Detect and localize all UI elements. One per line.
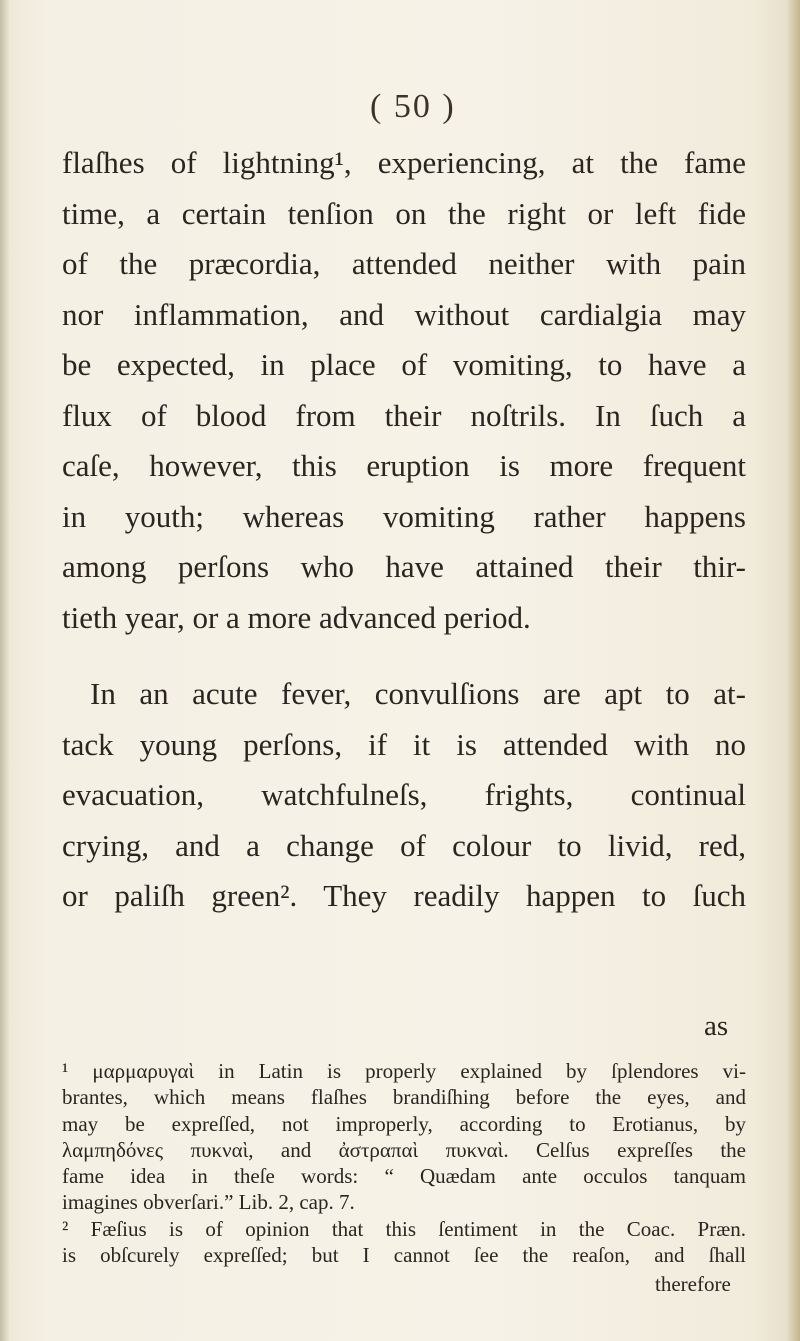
footnote-line: may be expreſſed, not improperly, according to Erotianus, by	[62, 1111, 746, 1136]
page-edge-stain	[786, 0, 800, 1341]
footnote-line: is obſcurely expreſſed; but I cannot ſee the reaſon, and ſhall	[62, 1243, 746, 1268]
footnote-line: λαμπηδόνες πυκναὶ, and ἀστραπαὶ πυκναὶ. Celſus expreſſes the	[62, 1137, 746, 1162]
footnote-catchword: therefore	[655, 1272, 731, 1296]
text-line: of the præcordia, attended neither with pain	[62, 246, 746, 281]
text-line: crying, and a change of colour to livid, red,	[62, 827, 746, 863]
footnote-line: imagines obverſari.” Lib. 2, cap. 7.	[62, 1190, 355, 1215]
text-line: time, a certain tenſion on the right or left fide	[62, 195, 746, 231]
text-line: evacuation, watchfulneſs, frights, continual	[62, 777, 746, 812]
main-text	[62, 138, 746, 922]
text-line: In an acute fever, convulſions are apt to at-	[90, 676, 746, 711]
footnote-line: brantes, which means flaſhes brandiſhing before the eyes, and	[62, 1085, 746, 1110]
page-number: ( 50 )	[370, 88, 456, 125]
catchword: as	[704, 1010, 729, 1042]
footnote-line: fame idea in theſe words: “ Quædam ante occulos tanquam	[62, 1164, 746, 1189]
text-line: nor inflammation, and without cardialgia may	[62, 296, 746, 332]
page-gutter-shadow	[0, 0, 10, 1341]
text-line: flux of blood from their noſtrils. In ſuch a	[62, 397, 746, 433]
text-line: tieth year, or a more advanced period.	[62, 599, 531, 635]
footnote-line: ¹ μαρμαρυγαὶ in Latin is properly explained by ſplendores vi-	[62, 1059, 746, 1083]
footnotes	[62, 1058, 746, 1268]
text-line: be expected, in place of vomiting, to have a	[62, 347, 746, 382]
footnote-line: ² Fæſius is of opinion that this ſentiment in the Coac. Præn.	[62, 1216, 746, 1241]
text-line: in youth; whereas vomiting rather happens	[62, 498, 746, 534]
paragraph-gap	[62, 643, 746, 669]
text-line: tack young perſons, if it is attended with no	[62, 726, 746, 762]
text-line: or paliſh green². They readily happen to ſuch	[62, 878, 746, 913]
text-line: caſe, however, this eruption is more frequent	[62, 448, 746, 483]
text-line: flaſhes of lightning¹, experiencing, at the fame	[62, 145, 746, 180]
text-line: among perſons who have attained their thir-	[62, 549, 746, 584]
